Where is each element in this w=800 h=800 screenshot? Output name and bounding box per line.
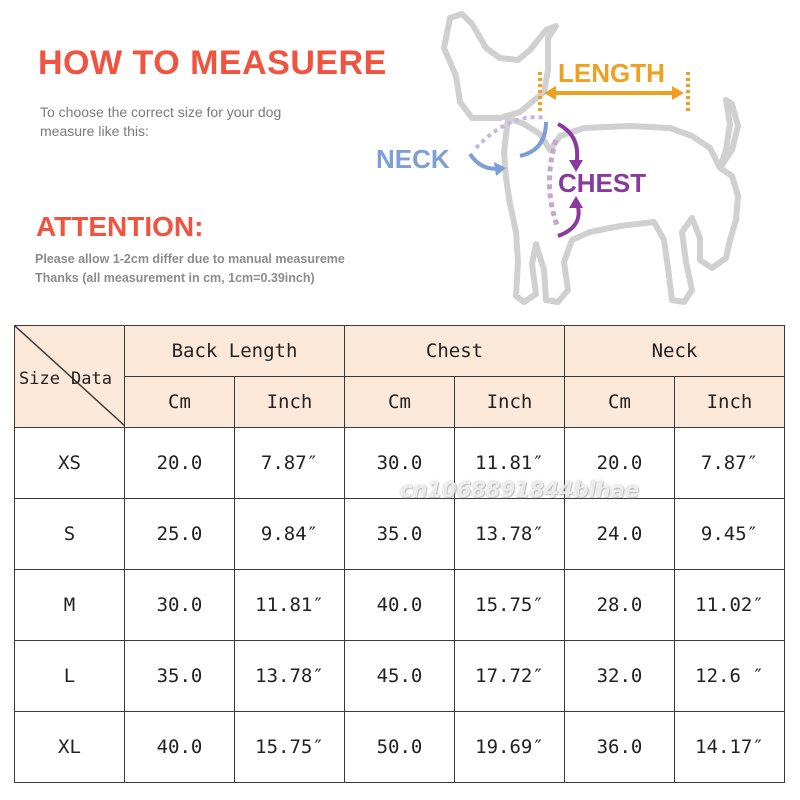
value-cell: 14.17″ xyxy=(675,712,785,783)
value-cell: 9.45″ xyxy=(675,499,785,570)
corner-data-label: Data xyxy=(71,369,112,389)
value-cell: 11.81″ xyxy=(235,570,345,641)
intro-text xyxy=(40,103,340,141)
unit-back-inch: Inch xyxy=(235,377,345,428)
table-row xyxy=(15,641,785,712)
size-cell: L xyxy=(15,641,125,712)
corner-size-label: Size xyxy=(19,369,60,389)
size-cell: XS xyxy=(15,428,125,499)
attention-heading: ATTENTION: xyxy=(36,211,204,242)
unit-chest-inch: Inch xyxy=(455,377,565,428)
unit-neck-inch: Inch xyxy=(675,377,785,428)
value-cell: 9.84″ xyxy=(235,499,345,570)
value-cell: 15.75″ xyxy=(455,570,565,641)
intro-line-2: measure like this: xyxy=(40,123,149,139)
value-cell: 40.0 xyxy=(345,570,455,641)
value-cell: 7.87″ xyxy=(675,428,785,499)
chest-label: CHEST xyxy=(558,168,647,198)
value-cell: 28.0 xyxy=(565,570,675,641)
table-row xyxy=(15,499,785,570)
value-cell: 36.0 xyxy=(565,712,675,783)
neck-label: NECK xyxy=(376,144,450,174)
size-chart-table xyxy=(14,325,785,783)
value-cell: 11.02″ xyxy=(675,570,785,641)
dog-measurement-diagram xyxy=(360,0,800,320)
attention-notes xyxy=(35,250,397,288)
header-neck: Neck xyxy=(565,326,785,377)
value-cell: 30.0 xyxy=(345,428,455,499)
size-data-corner-cell xyxy=(15,326,125,428)
value-cell: 25.0 xyxy=(125,499,235,570)
value-cell: 17.72″ xyxy=(455,641,565,712)
note-line-1: Please allow 1-2cm differ due to manual measureme xyxy=(35,252,345,266)
value-cell: 50.0 xyxy=(345,712,455,783)
value-cell: 7.87″ xyxy=(235,428,345,499)
value-cell: 40.0 xyxy=(125,712,235,783)
table-row xyxy=(15,428,785,499)
value-cell: 35.0 xyxy=(125,641,235,712)
value-cell: 20.0 xyxy=(565,428,675,499)
unit-back-cm: Cm xyxy=(125,377,235,428)
size-cell: S xyxy=(15,499,125,570)
size-cell: M xyxy=(15,570,125,641)
length-arrowhead-right xyxy=(672,86,684,100)
value-cell: 12.6 ″ xyxy=(675,641,785,712)
unit-neck-cm: Cm xyxy=(565,377,675,428)
value-cell: 35.0 xyxy=(345,499,455,570)
value-cell: 45.0 xyxy=(345,641,455,712)
value-cell: 15.75″ xyxy=(235,712,345,783)
table-row xyxy=(15,570,785,641)
intro-line-1: To choose the correct size for your dog xyxy=(40,104,282,120)
value-cell: 11.81″ xyxy=(455,428,565,499)
size-cell: XL xyxy=(15,712,125,783)
value-cell: 24.0 xyxy=(565,499,675,570)
note-line-2: Thanks (all measurement in cm, 1cm=0.39inch) xyxy=(35,271,315,285)
value-cell: 32.0 xyxy=(565,641,675,712)
value-cell: 13.78″ xyxy=(235,641,345,712)
header-chest: Chest xyxy=(345,326,565,377)
page-title: HOW TO MEASUERE xyxy=(38,44,387,82)
watermark: cn1068891844blhae xyxy=(400,478,640,502)
value-cell: 30.0 xyxy=(125,570,235,641)
table-row xyxy=(15,712,785,783)
unit-chest-cm: Cm xyxy=(345,377,455,428)
value-cell: 13.78″ xyxy=(455,499,565,570)
header-back-length: Back Length xyxy=(125,326,345,377)
length-label: LENGTH xyxy=(558,58,665,88)
value-cell: 19.69″ xyxy=(455,712,565,783)
value-cell: 20.0 xyxy=(125,428,235,499)
